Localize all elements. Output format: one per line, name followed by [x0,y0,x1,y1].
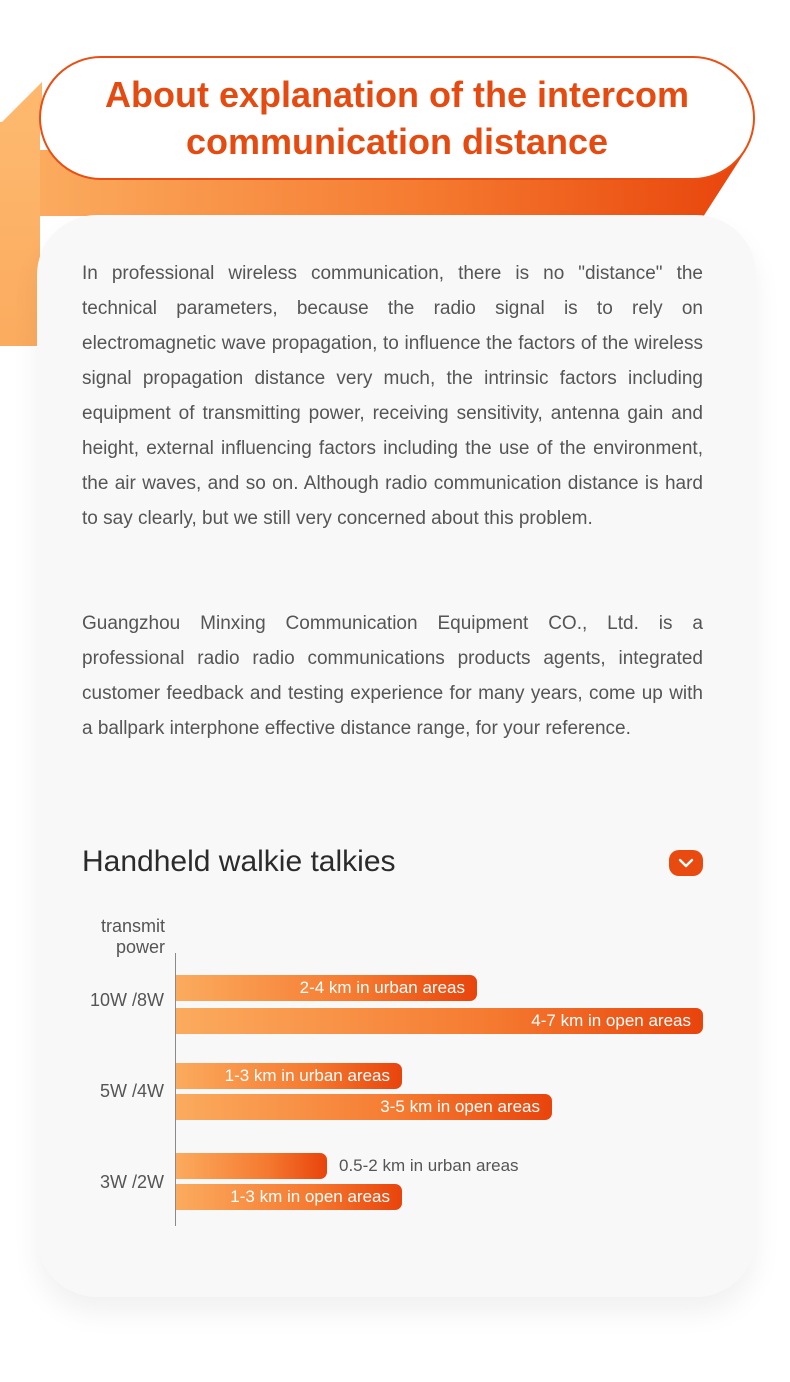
bar-urban-areas [176,1153,327,1179]
chevron-down-icon [678,858,694,868]
bar-data-label: 0.5-2 km in urban areas [339,1156,519,1175]
bar-urban-areas: 1-3 km in urban areas [176,1063,402,1089]
y-axis-title: transmit power [100,916,165,957]
bar-urban-areas: 2-4 km in urban areas [176,975,477,1001]
intro-paragraph-2: Guangzhou Minxing Communication Equipment CO., Ltd. is a professional radio radio communications products agents, integrated customer feedback and testing experience for many years, come up with a ballpark interphone effective distance range, for your reference. [82,613,703,739]
section-dropdown-button[interactable] [669,850,703,876]
section-title: Handheld walkie talkies [82,845,396,878]
category-label: 5W /4W [99,1081,164,1101]
page-title: About explanation of the intercom communication distance [104,74,689,162]
category-label: 10W /8W [89,990,164,1010]
category-label: 3W /2W [99,1172,164,1192]
bar-open-areas: 1-3 km in open areas [176,1184,402,1210]
intro-paragraph-1: In professional wireless communication, there is no "distance" the technical parameters, because the radio signal is to rely on electromagnetic wave propagation, to influence the factors of the wireless signal propagation distance very much, the intrinsic factors including equipment of transmitting power, receiving sensitivity, antenna gain and height, external influencing factors including the use of the environment, the air waves, and so on. Although radio communication distance is hard to say clearly, but we still very concerned about this problem. [82,263,703,529]
side-accent-notch [0,82,42,124]
bar-open-areas: 4-7 km in open areas [176,1008,703,1034]
title-banner [39,56,755,180]
side-accent-bar [0,122,40,346]
bar-open-areas: 3-5 km in open areas [176,1094,552,1120]
